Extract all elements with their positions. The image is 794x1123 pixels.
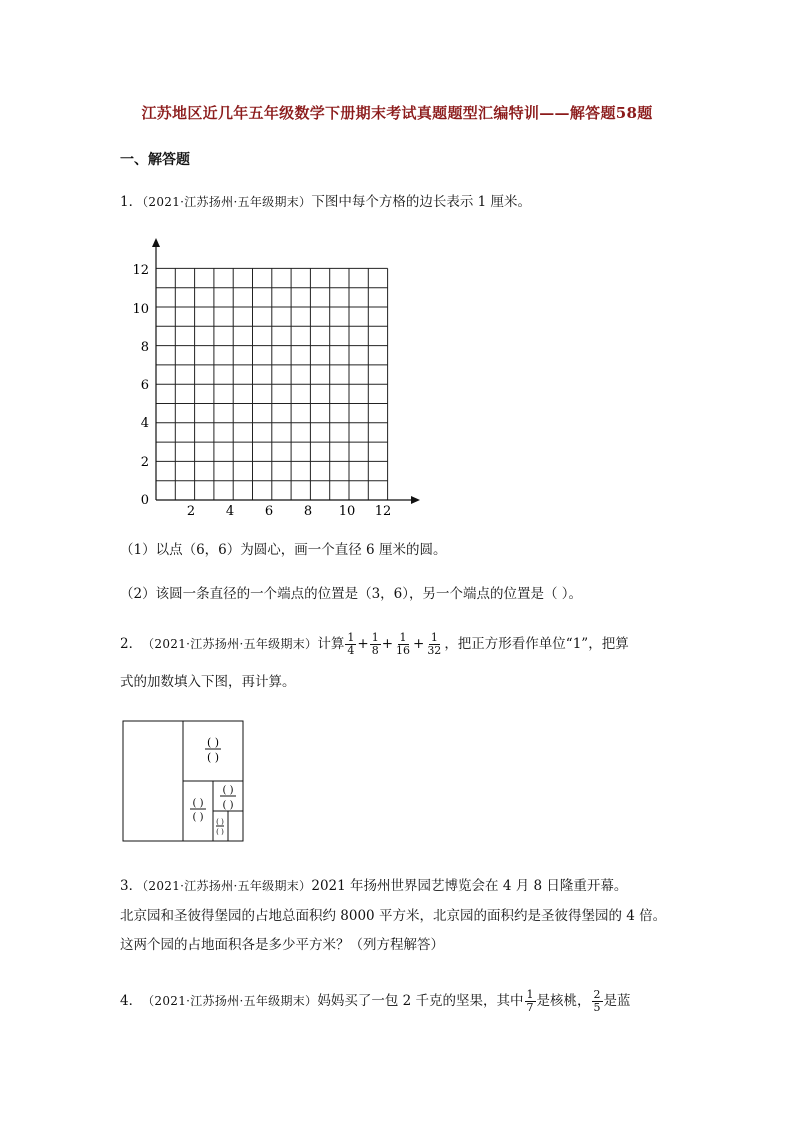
y-axis-arrow [152,238,160,247]
question-source: （2021·江苏扬州·五年级期末） [142,195,312,209]
fraction: $\frac{2}{5}$ [593,987,601,1014]
plus-sign: + [357,636,369,652]
blank-numerator: ( ) [192,798,204,809]
plus-sign: + [381,636,393,652]
fraction: $\frac{1}{4}$ [347,630,355,657]
y-tick-label: 10 [132,302,149,317]
question-2 [120,628,629,660]
blank-denominator: ( ) [192,812,204,823]
x-tick-label: 10 [338,504,356,519]
question-source: （2021·江苏扬州·五年级期末） [142,637,318,651]
y-tick-label: 0 [140,493,149,508]
coordinate-grid [120,230,430,520]
y-tick-label: 4 [140,416,149,431]
question-3-line-2: 北京园和圣彼得堡园的占地总面积约 8000 平方米，北京园的面积约是圣彼得堡园的 4 倍。 [120,908,667,924]
sub-question-1: （1）以点（6，6）为圆心，画一个直径 6 厘米的圆。 [120,542,447,558]
page-title: 江苏地区近几年五年级数学下册期末考试真题题型汇编特训——解答题58题 [141,104,653,122]
x-tick-label: 12 [374,504,392,519]
sub-question-2: （2）该圆一条直径的一个端点的位置是（3，6），另一个端点的位置是（ ）。 [120,586,583,602]
section-heading: 一、解答题 [120,152,190,168]
blank-numerator: ( ) [216,818,224,826]
question-number: 2． [120,636,143,652]
x-tick-label: 8 [303,504,313,519]
plus-sign: + [413,636,425,652]
fraction: $\frac{1}{16}$ [396,630,410,657]
question-1 [120,192,531,212]
question-text: 妈妈买了一包 2 千克的坚果，其中 [317,993,524,1009]
question-number: 1． [120,194,143,210]
question-prefix: 计算 [317,636,345,652]
question-text: 下图中每个方格的边长表示 1 厘米。 [311,194,532,210]
question-suffix: ，把正方形看作单位“1”，把算 [444,636,629,652]
y-tick-label: 8 [140,340,149,355]
x-tick-label: 2 [186,504,196,519]
fraction-square-diagram [120,718,250,846]
y-tick-labels [132,263,149,508]
blank-denominator: ( ) [206,751,220,764]
y-tick-label: 6 [140,378,149,393]
question-source: （2021·江苏扬州·五年级期末） [142,879,312,893]
question-3 [120,876,627,896]
fraction: $\frac{1}{32}$ [427,630,442,657]
y-tick-label: 12 [132,263,149,278]
question-source: （2021·江苏扬州·五年级期末） [142,994,318,1008]
question-text: 2021 年扬州世界园艺博览会在 4 月 8 日隆重开幕。 [311,878,628,894]
question-2-line-2: 式的加数填入下图，再计算。 [120,674,296,690]
x-tick-label: 6 [264,504,274,519]
question-3-line-3: 这两个园的占地面积各是多少平方米？（列方程解答） [120,937,444,953]
x-tick-label: 4 [225,504,235,519]
x-tick-labels [187,504,391,519]
question-4 [120,983,631,1019]
blank-denominator: ( ) [216,828,224,836]
blank-numerator: ( ) [222,785,234,796]
question-text: 是核桃， [536,993,591,1009]
question-number: 4． [120,993,143,1009]
question-text: 是蓝 [603,993,631,1009]
x-axis-arrow [411,496,420,504]
blank-numerator: ( ) [206,736,220,749]
grid-lines [156,268,388,500]
blank-denominator: ( ) [222,800,234,811]
fraction: $\frac{1}{8}$ [371,630,379,657]
question-number: 3． [120,878,143,894]
y-tick-label: 2 [140,455,149,470]
fraction: $\frac{1}{7}$ [526,987,534,1014]
